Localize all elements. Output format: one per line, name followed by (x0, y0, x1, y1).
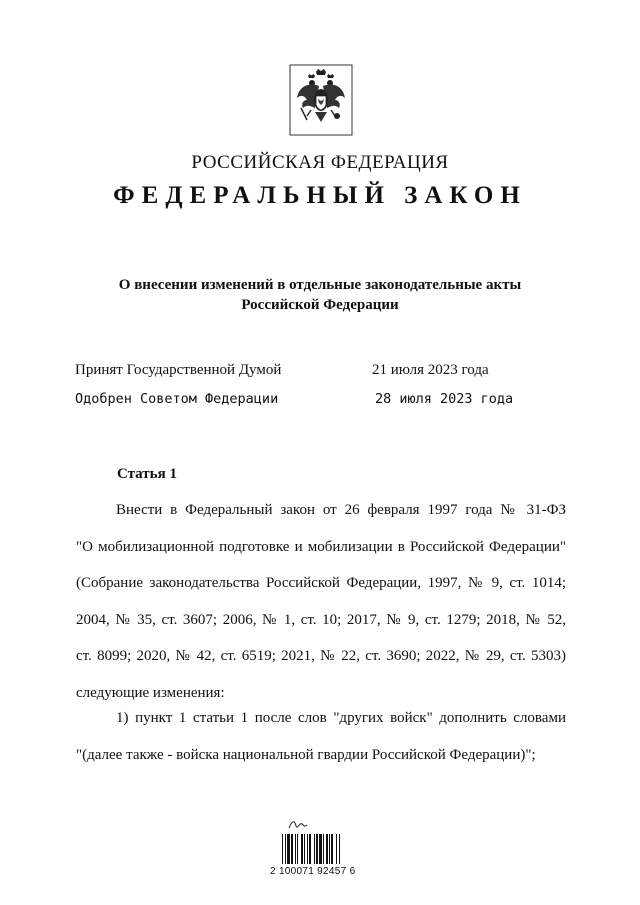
paragraph-line: "(далее также - войска национальной гвардии Российской Федерации)"; (76, 746, 536, 763)
paragraph-line: Внести в Федеральный закон от 26 февраля 1997 года № 31-ФЗ (116, 502, 566, 518)
paragraph-line: следующие изменения: (76, 684, 225, 701)
document-type: ФЕДЕРАЛЬНЫЙ ЗАКОН (113, 182, 527, 209)
adoption-date: 21 июля 2023 года (372, 362, 489, 378)
country-name: РОССИЙСКАЯ ФЕДЕРАЦИЯ (191, 152, 449, 173)
law-title (80, 275, 560, 315)
adoption-label: Принят Государственной Думой (75, 362, 282, 378)
article-intro-paragraph (76, 492, 566, 711)
law-title-line: О внесении изменений в отдельные законодательные акты (118, 277, 522, 293)
adoption-label: Одобрен Советом Федерации (75, 391, 279, 407)
coat-of-arms-emblem (289, 64, 353, 136)
article-heading: Статья 1 (117, 466, 177, 482)
barcode (282, 834, 362, 864)
handwritten-mark (288, 818, 308, 832)
adoption-date: 28 июля 2023 года (375, 391, 514, 407)
paragraph-line: 1) пункт 1 статьи 1 после слов "других войск" дополнить словами (116, 710, 566, 726)
law-title-line: Российской Федерации (241, 297, 399, 313)
paragraph-line: (Собрание законодательства Российской Федерации, 1997, № 9, ст. 1014; (76, 575, 566, 591)
paragraph-line: "О мобилизационной подготовке и мобилизации в Российской Федерации" (76, 538, 566, 555)
article-item-1 (76, 700, 566, 773)
paragraph-line: 2004, № 35, ст. 3607; 2006, № 1, ст. 10; 2017, № 9, ст. 1279; 2018, № 52, (76, 611, 566, 628)
barcode-number: 2 100071 92457 6 (270, 866, 356, 877)
paragraph-line: ст. 8099; 2020, № 42, ст. 6519; 2021, № 22, ст. 3690; 2022, № 29, ст. 5303) (76, 648, 566, 664)
